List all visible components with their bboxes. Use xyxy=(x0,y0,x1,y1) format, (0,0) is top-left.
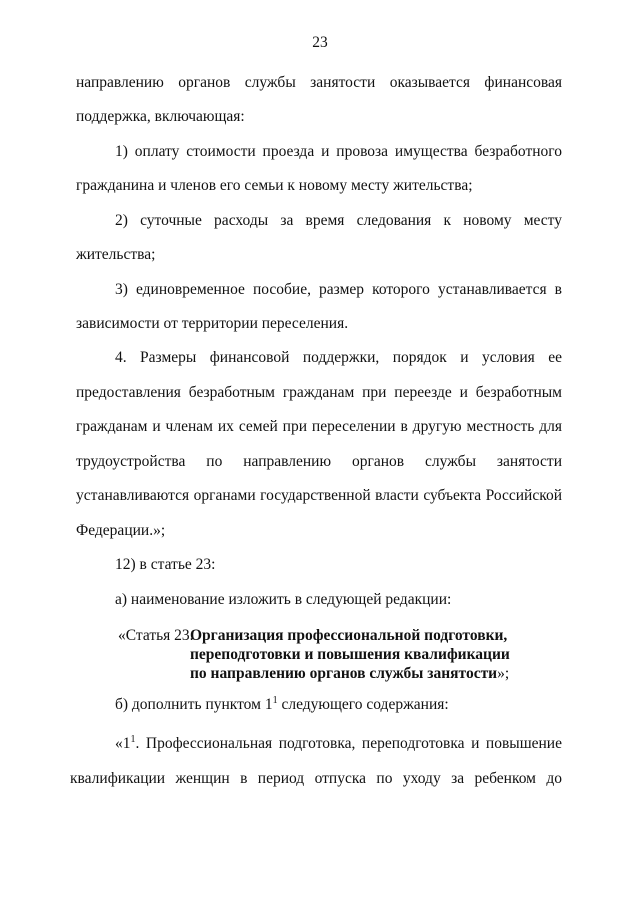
text-line: квалификации женщин в период отпуска по уходу за ребенком до xyxy=(70,770,562,787)
list-item-3: 3) единовременное пособие, размер которого устанавливается в xyxy=(115,281,562,298)
point-superscript: 1 xyxy=(130,734,136,745)
text-line: предоставления безработным гражданам при переезде и безработным xyxy=(76,384,562,401)
article-prefix: «Статья 23. xyxy=(118,627,194,644)
text-line: зависимости от территории переселения. xyxy=(76,315,349,332)
text-line: гражданам и членам их семей при переселении в другую местность для xyxy=(76,418,562,435)
text-line: жительства; xyxy=(76,246,156,263)
text-line: устанавливаются органами государственной власти субъекта Российской xyxy=(76,487,562,504)
page-number: 23 xyxy=(312,34,328,51)
article-title-line: по направлению органов службы занятости xyxy=(190,665,498,682)
amendment-item-b xyxy=(115,696,449,714)
article-23-heading xyxy=(118,626,510,683)
text-line: направлению органов службы занятости оказывается финансовая xyxy=(76,74,562,91)
text-line: трудоустройства по направлению органов службы занятости xyxy=(76,453,562,470)
paragraph-4: 4. Размеры финансовой поддержки, порядок и условия ее xyxy=(115,349,562,366)
point-1-1 xyxy=(115,735,562,753)
text-line: поддержка, включающая: xyxy=(76,108,245,125)
article-closing: »; xyxy=(497,665,510,682)
point-number: «1 xyxy=(115,735,131,752)
amendment-item-12: 12) в статье 23: xyxy=(115,556,216,573)
article-title-line: Организация профессиональной подготовки, xyxy=(190,627,508,644)
item-b-text: б) дополнить пунктом 1 xyxy=(115,696,273,713)
text-line: гражданина и членов его семьи к новому месту жительства; xyxy=(76,177,473,194)
text-line: Федерации.»; xyxy=(76,522,166,539)
article-title-line: переподготовки и повышения квалификации xyxy=(190,646,510,663)
item-b-text-end: следующего содержания: xyxy=(277,696,449,713)
item-b-superscript: 1 xyxy=(272,695,278,706)
point-text: . Профессиональная подготовка, переподготовка и повышение xyxy=(135,735,562,752)
amendment-item-a: а) наименование изложить в следующей редакции: xyxy=(115,591,452,608)
list-item-2: 2) суточные расходы за время следования к новому месту xyxy=(115,212,562,229)
list-item-1: 1) оплату стоимости проезда и провоза имущества безработного xyxy=(115,143,562,160)
